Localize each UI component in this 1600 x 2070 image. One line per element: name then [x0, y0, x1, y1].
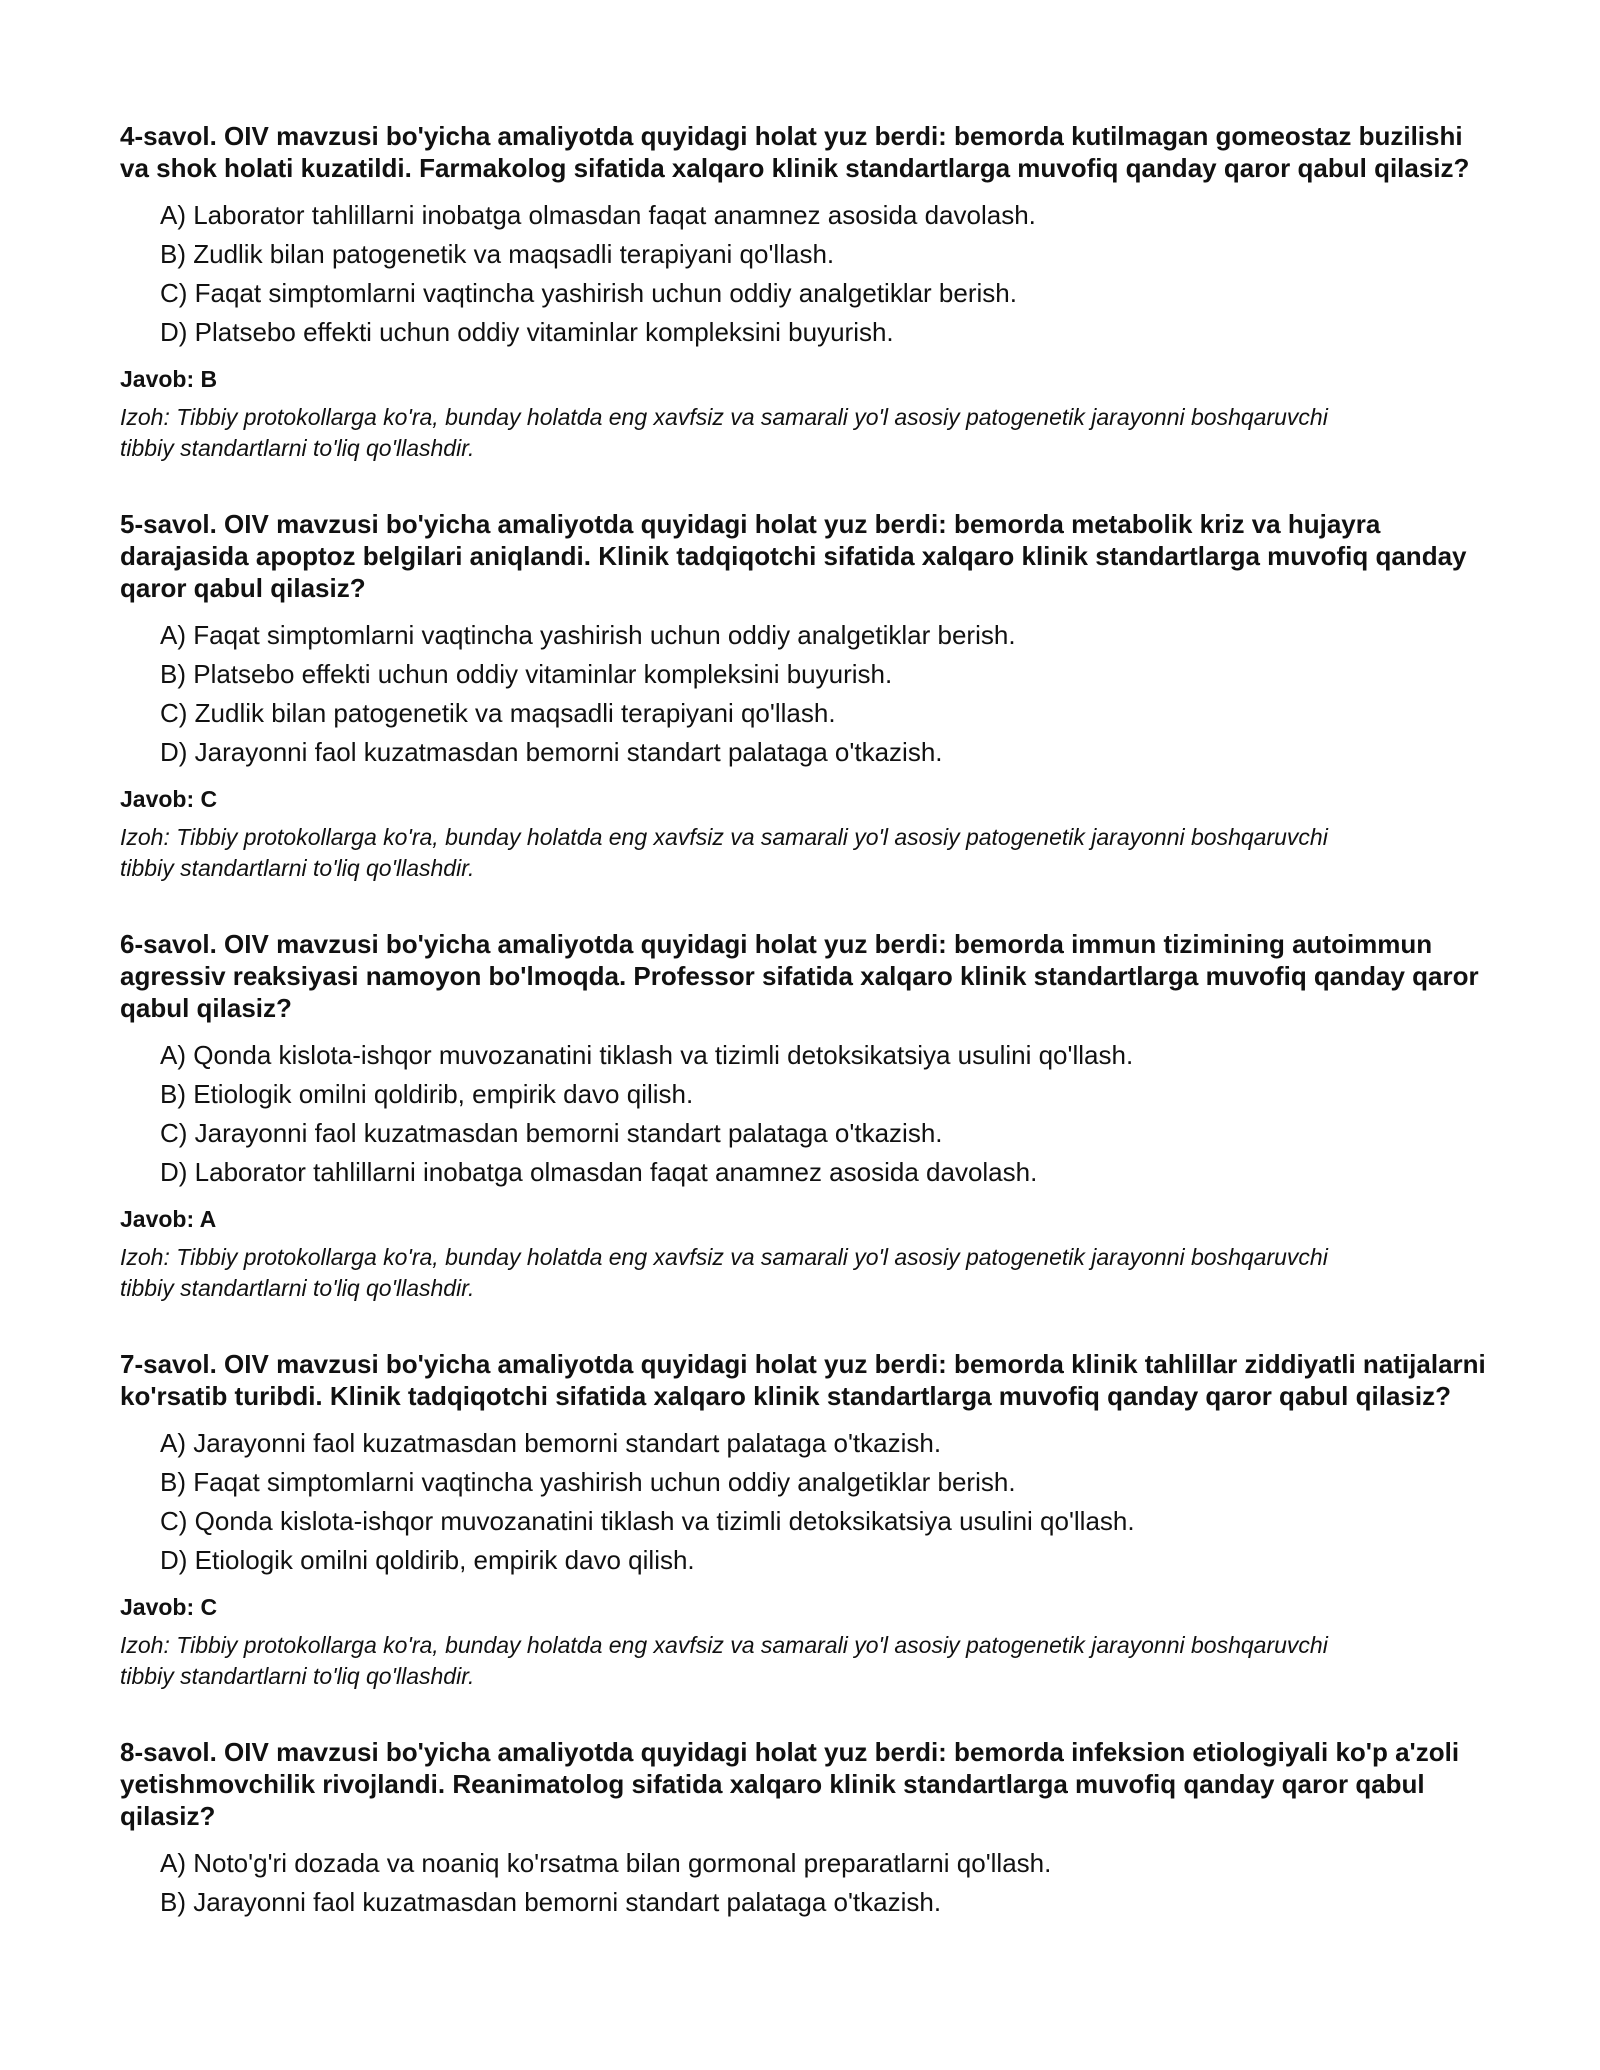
question-6	[120, 928, 1490, 1304]
option-c: C) Jarayonni faol kuzatmasdan bemorni standart palataga o'tkazish.	[160, 1118, 943, 1148]
option-a: A) Laborator tahlillarni inobatga olmasdan faqat anamnez asosida davolash.	[160, 200, 1036, 230]
options-list	[120, 616, 1490, 772]
option-b: B) Faqat simptomlarni vaqtincha yashirish uchun oddiy analgetiklar berish.	[160, 1467, 1016, 1497]
explanation-note: Izoh: Tibbiy protokollarga ko'ra, bunday holatda eng xavfsiz va samarali yo'l asosiy patogenetik jarayonni boshqaruvchi tibbiy standartlarni to'liq qo'llashdir.	[120, 824, 1328, 881]
question-title: 7-savol. OIV mavzusi bo'yicha amaliyotda quyidagi holat yuz berdi: bemorda klinik tahlillar ziddiyatli natijalarni ko'rsatib turibdi. Klinik tadqiqotchi sifatida xalqaro klinik standartlarga muvofiq qanday qaror qabul qilasiz?	[120, 1349, 1486, 1411]
question-title: 8-savol. OIV mavzusi bo'yicha amaliyotda quyidagi holat yuz berdi: bemorda infeksion etiologiyali ko'p a'zoli yetishmovchilik rivojlandi. Reanimatolog sifatida xalqaro klinik standartlarga muvofiq qanday qaror qabul qilasiz?	[120, 1737, 1460, 1831]
explanation-note: Izoh: Tibbiy protokollarga ko'ra, bunday holatda eng xavfsiz va samarali yo'l asosiy patogenetik jarayonni boshqaruvchi tibbiy standartlarni to'liq qo'llashdir.	[120, 1244, 1328, 1301]
question-4	[120, 120, 1490, 464]
option-d: D) Jarayonni faol kuzatmasdan bemorni standart palataga o'tkazish.	[160, 737, 943, 767]
options-list	[120, 196, 1490, 352]
option-c: C) Faqat simptomlarni vaqtincha yashirish uchun oddiy analgetiklar berish.	[160, 278, 1017, 308]
option-b: B) Platsebo effekti uchun oddiy vitaminlar kompleksini buyurish.	[160, 659, 893, 689]
question-title: 6-savol. OIV mavzusi bo'yicha amaliyotda quyidagi holat yuz berdi: bemorda immun tizimining autoimmun agressiv reaksiyasi namoyon bo'lmoqda. Professor sifatida xalqaro klinik standartlarga muvofiq qanday qaror qabul qilasiz?	[120, 929, 1479, 1023]
option-b: B) Zudlik bilan patogenetik va maqsadli terapiyani qo'llash.	[160, 239, 835, 269]
answer: Javob: C	[120, 1594, 218, 1620]
option-d: D) Laborator tahlillarni inobatga olmasdan faqat anamnez asosida davolash.	[160, 1157, 1038, 1187]
option-a: A) Noto'g'ri dozada va noaniq ko'rsatma bilan gormonal preparatlarni qo'llash.	[160, 1848, 1052, 1878]
options-list	[120, 1844, 1490, 1922]
document-page	[120, 120, 1490, 1966]
question-title: 5-savol. OIV mavzusi bo'yicha amaliyotda quyidagi holat yuz berdi: bemorda metabolik kriz va hujayra darajasida apoptoz belgilari aniqlandi. Klinik tadqiqotchi sifatida xalqaro klinik standartlarga muvofiq qanday qaror qabul qilasiz?	[120, 509, 1467, 603]
question-5	[120, 508, 1490, 884]
option-d: D) Platsebo effekti uchun oddiy vitaminlar kompleksini buyurish.	[160, 317, 894, 347]
option-c: C) Qonda kislota-ishqor muvozanatini tiklash va tizimli detoksikatsiya usulini qo'llash.	[160, 1506, 1135, 1536]
answer: Javob: B	[120, 366, 218, 392]
option-b: B) Jarayonni faol kuzatmasdan bemorni standart palataga o'tkazish.	[160, 1887, 942, 1917]
question-8	[120, 1736, 1490, 1922]
options-list	[120, 1424, 1490, 1580]
question-7	[120, 1348, 1490, 1692]
answer: Javob: A	[120, 1206, 217, 1232]
options-list	[120, 1036, 1490, 1192]
option-a: A) Faqat simptomlarni vaqtincha yashirish uchun oddiy analgetiklar berish.	[160, 620, 1016, 650]
answer: Javob: C	[120, 786, 218, 812]
question-title: 4-savol. OIV mavzusi bo'yicha amaliyotda quyidagi holat yuz berdi: bemorda kutilmagan gomeostaz buzilishi va shok holati kuzatildi. Farmakolog sifatida xalqaro klinik standartlarga muvofiq qanday qaror qabul qilasiz?	[120, 121, 1470, 183]
option-a: A) Qonda kislota-ishqor muvozanatini tiklash va tizimli detoksikatsiya usulini qo'llash.	[160, 1040, 1134, 1070]
option-c: C) Zudlik bilan patogenetik va maqsadli terapiyani qo'llash.	[160, 698, 836, 728]
option-d: D) Etiologik omilni qoldirib, empirik davo qilish.	[160, 1545, 695, 1575]
explanation-note: Izoh: Tibbiy protokollarga ko'ra, bunday holatda eng xavfsiz va samarali yo'l asosiy patogenetik jarayonni boshqaruvchi tibbiy standartlarni to'liq qo'llashdir.	[120, 404, 1328, 461]
option-a: A) Jarayonni faol kuzatmasdan bemorni standart palataga o'tkazish.	[160, 1428, 942, 1458]
option-b: B) Etiologik omilni qoldirib, empirik davo qilish.	[160, 1079, 694, 1109]
explanation-note: Izoh: Tibbiy protokollarga ko'ra, bunday holatda eng xavfsiz va samarali yo'l asosiy patogenetik jarayonni boshqaruvchi tibbiy standartlarni to'liq qo'llashdir.	[120, 1632, 1328, 1689]
